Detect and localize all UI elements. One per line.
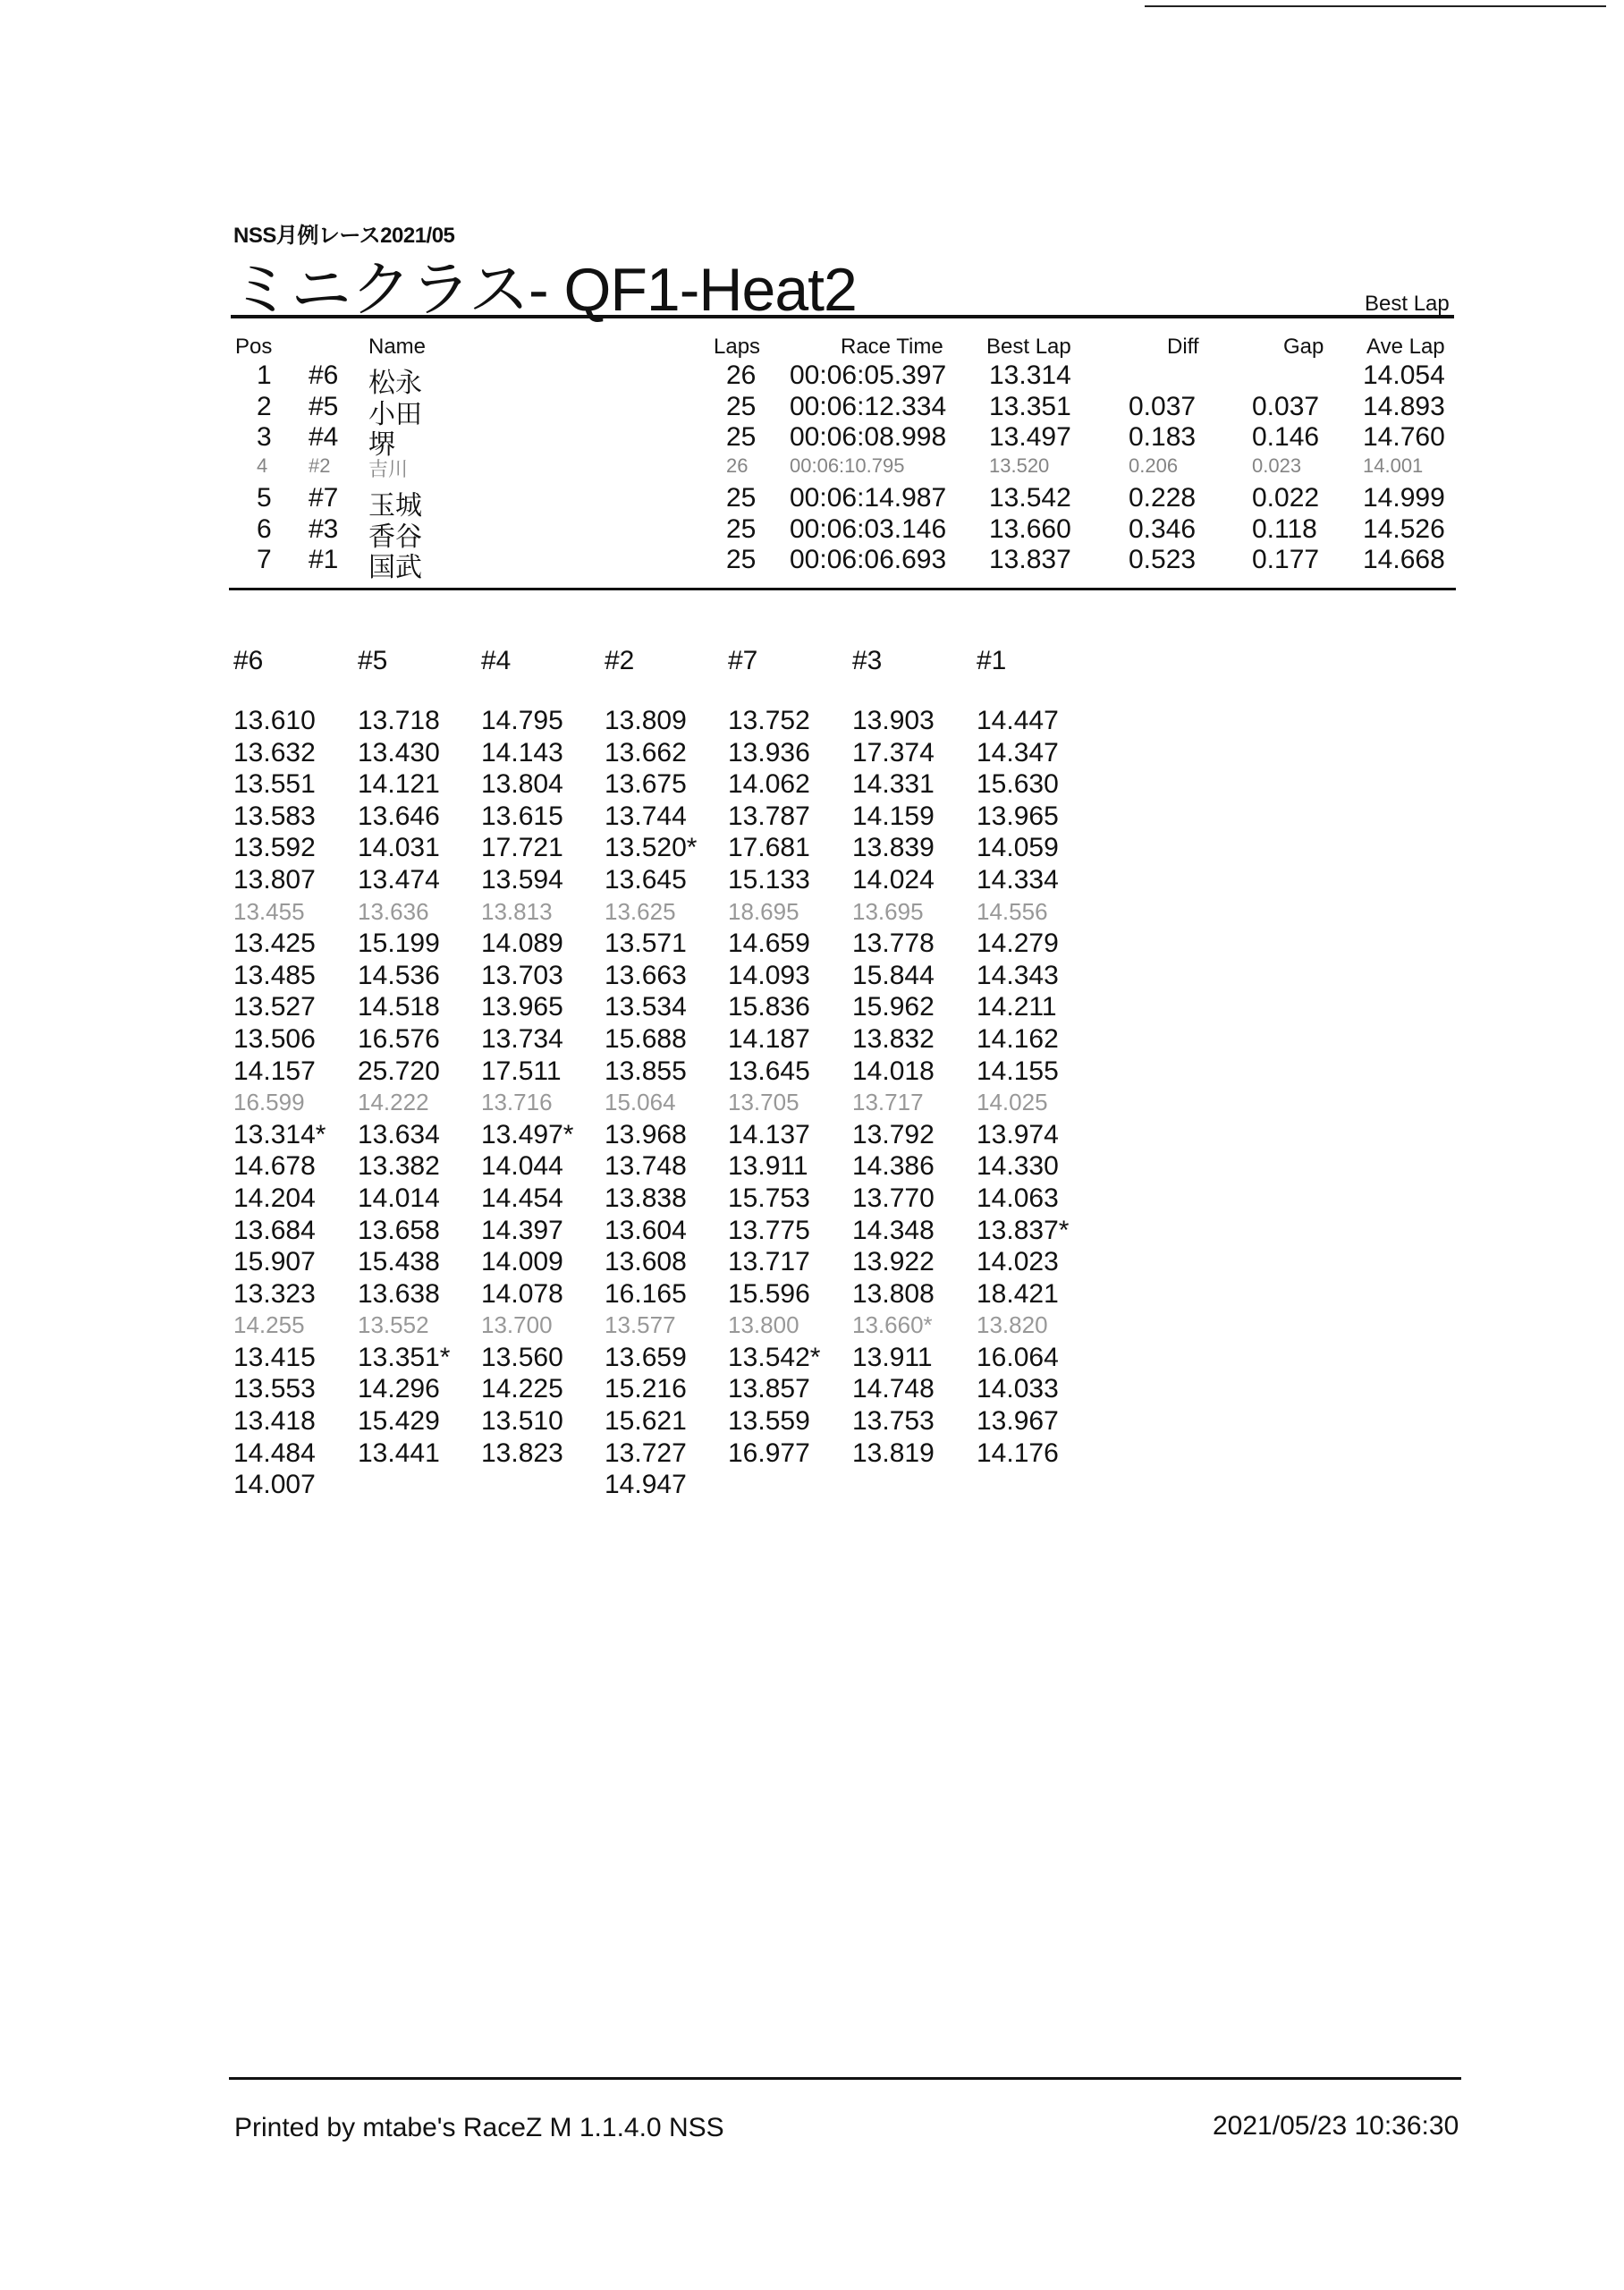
results-cell-race-time: 00:06:06.693 bbox=[790, 545, 947, 574]
lap-time: 14.143 bbox=[481, 737, 563, 768]
lap-time: 13.911 bbox=[728, 1151, 808, 1182]
lap-time: 14.089 bbox=[481, 929, 563, 959]
results-cell-laps: 25 bbox=[726, 483, 757, 513]
lap-time: 14.063 bbox=[977, 1183, 1059, 1213]
lap-time: 16.165 bbox=[605, 1278, 687, 1309]
lap-time: 13.625 bbox=[605, 897, 676, 925]
lap-time: 13.965 bbox=[977, 801, 1059, 831]
lap-time: 13.974 bbox=[977, 1119, 1059, 1149]
results-cell-car: #2 bbox=[309, 454, 331, 477]
lap-time: 14.795 bbox=[481, 706, 563, 735]
col-header-ave-lap: Ave Lap bbox=[1366, 335, 1445, 359]
lap-time: 13.809 bbox=[605, 706, 687, 735]
results-cell-pos: 6 bbox=[257, 514, 272, 544]
lap-time: 13.832 bbox=[852, 1023, 935, 1054]
lap-time: 13.837* bbox=[977, 1215, 1070, 1245]
lap-time: 13.967 bbox=[977, 1406, 1059, 1437]
lap-time: 14.157 bbox=[233, 1056, 316, 1086]
results-cell-race-time: 00:06:10.795 bbox=[790, 454, 905, 477]
lap-time: 13.800 bbox=[728, 1311, 799, 1339]
lap-time: 14.031 bbox=[358, 833, 440, 863]
results-cell-name: 国武 bbox=[368, 553, 422, 582]
lap-time: 16.599 bbox=[233, 1089, 305, 1116]
lap-column bbox=[481, 646, 606, 1469]
lap-time: 17.721 bbox=[481, 833, 563, 863]
lap-time: 14.176 bbox=[977, 1438, 1059, 1468]
lap-time: 15.907 bbox=[233, 1247, 316, 1277]
results-cell-ave-lap: 14.760 bbox=[1363, 422, 1445, 452]
series-title: NSS月例レース2021/05 bbox=[233, 224, 455, 248]
lap-time: 15.133 bbox=[728, 864, 810, 895]
results-cell-laps: 26 bbox=[726, 360, 757, 390]
lap-time: 13.684 bbox=[233, 1215, 316, 1245]
lap-time: 13.717 bbox=[852, 1089, 924, 1116]
results-cell-pos: 4 bbox=[257, 454, 268, 477]
results-cell-gap: 0.177 bbox=[1252, 545, 1320, 574]
lap-time: 13.441 bbox=[358, 1438, 440, 1468]
lap-time: 14.536 bbox=[358, 960, 440, 990]
lap-time: 13.660* bbox=[852, 1311, 933, 1339]
lap-time: 14.347 bbox=[977, 737, 1059, 768]
footer-printed-by: Printed by mtabe's RaceZ M 1.1.4.0 NSS bbox=[234, 2113, 724, 2142]
lap-time: 13.658 bbox=[358, 1215, 440, 1245]
lap-time: 13.615 bbox=[481, 801, 563, 831]
footer-printed-at: 2021/05/23 10:36:30 bbox=[1213, 2111, 1459, 2141]
results-cell-diff: 0.206 bbox=[1129, 454, 1179, 477]
lap-time: 14.947 bbox=[605, 1470, 687, 1500]
results-row bbox=[0, 360, 1624, 398]
lap-time: 13.506 bbox=[233, 1023, 316, 1054]
lap-time: 13.734 bbox=[481, 1023, 563, 1054]
results-cell-diff: 0.346 bbox=[1129, 514, 1197, 544]
lap-time: 13.823 bbox=[481, 1438, 563, 1468]
results-cell-diff: 0.183 bbox=[1129, 422, 1197, 452]
lap-time: 13.604 bbox=[605, 1215, 687, 1245]
lap-time: 15.064 bbox=[605, 1089, 676, 1116]
lap-time: 13.675 bbox=[605, 769, 687, 800]
lap-time: 16.064 bbox=[977, 1342, 1059, 1372]
heat-title: ミニクラス- QF1-Heat2 bbox=[231, 256, 857, 324]
results-cell-gap: 0.023 bbox=[1252, 454, 1302, 477]
lap-time: 13.820 bbox=[977, 1311, 1048, 1339]
lap-time: 13.819 bbox=[852, 1438, 935, 1468]
lap-time: 13.807 bbox=[233, 864, 316, 895]
lap-time: 13.351* bbox=[358, 1342, 451, 1372]
results-cell-car: #6 bbox=[309, 360, 339, 390]
lap-time: 18.421 bbox=[977, 1278, 1059, 1309]
lap-time: 13.662 bbox=[605, 737, 687, 768]
lap-time: 14.211 bbox=[977, 992, 1057, 1022]
results-cell-name: 香谷 bbox=[368, 522, 422, 552]
lap-time: 13.911 bbox=[852, 1342, 933, 1372]
lap-time: 17.681 bbox=[728, 833, 810, 863]
lap-time: 13.700 bbox=[481, 1311, 553, 1339]
lap-time: 13.638 bbox=[358, 1278, 440, 1309]
lap-time: 14.044 bbox=[481, 1151, 563, 1182]
lap-time: 13.727 bbox=[605, 1438, 687, 1468]
results-cell-pos: 2 bbox=[257, 392, 272, 421]
lap-time: 13.645 bbox=[605, 864, 687, 895]
lap-time: 15.596 bbox=[728, 1278, 810, 1309]
results-cell-name: 玉城 bbox=[368, 491, 422, 521]
lap-time: 13.838 bbox=[605, 1183, 687, 1213]
lap-time: 13.770 bbox=[852, 1183, 935, 1213]
title-divider bbox=[231, 315, 1454, 318]
lap-time: 13.965 bbox=[481, 992, 563, 1022]
lap-time: 13.645 bbox=[728, 1056, 810, 1086]
lap-time: 13.592 bbox=[233, 833, 316, 863]
lap-time: 15.836 bbox=[728, 992, 810, 1022]
lap-time: 14.454 bbox=[481, 1183, 563, 1213]
lap-column bbox=[605, 646, 730, 1501]
lap-time: 13.559 bbox=[728, 1406, 810, 1437]
lap-time: 13.527 bbox=[233, 992, 316, 1022]
results-cell-laps: 25 bbox=[726, 545, 757, 574]
lap-time: 15.429 bbox=[358, 1406, 440, 1437]
results-divider bbox=[229, 588, 1456, 590]
lap-time: 15.962 bbox=[852, 992, 935, 1022]
lap-time: 14.222 bbox=[358, 1089, 429, 1116]
lap-time: 18.695 bbox=[728, 897, 799, 925]
results-cell-name: 小田 bbox=[368, 400, 422, 429]
lap-time: 14.279 bbox=[977, 929, 1059, 959]
lap-time: 13.695 bbox=[852, 897, 924, 925]
lap-column-subheader bbox=[852, 678, 977, 705]
lap-time: 14.018 bbox=[852, 1056, 935, 1086]
lap-time: 13.571 bbox=[605, 929, 687, 959]
lap-time: 14.330 bbox=[977, 1151, 1059, 1182]
best-lap-header-label: Best Lap bbox=[1365, 292, 1450, 316]
lap-time: 15.216 bbox=[605, 1374, 687, 1404]
lap-time: 13.418 bbox=[233, 1406, 316, 1437]
lap-time: 13.583 bbox=[233, 801, 316, 831]
lap-time: 14.024 bbox=[852, 864, 935, 895]
results-cell-name: 堺 bbox=[368, 430, 395, 460]
results-cell-best-lap: 13.314 bbox=[989, 360, 1071, 390]
lap-column-subheader bbox=[233, 678, 359, 705]
lap-time: 14.334 bbox=[977, 864, 1059, 895]
lap-column-header: #6 bbox=[233, 646, 264, 675]
col-header-laps: Laps bbox=[714, 335, 761, 359]
results-cell-car: #3 bbox=[309, 514, 339, 544]
lap-time: 13.632 bbox=[233, 737, 316, 768]
lap-time: 13.968 bbox=[605, 1119, 687, 1149]
lap-time: 14.023 bbox=[977, 1247, 1059, 1277]
results-cell-gap: 0.118 bbox=[1252, 514, 1317, 544]
lap-time: 13.936 bbox=[728, 737, 810, 768]
lap-time: 14.556 bbox=[977, 897, 1048, 925]
lap-time: 14.121 bbox=[358, 769, 440, 800]
lap-time: 13.455 bbox=[233, 897, 305, 925]
results-cell-ave-lap: 14.893 bbox=[1363, 392, 1445, 421]
lap-time: 13.485 bbox=[233, 960, 316, 990]
lap-time: 14.225 bbox=[481, 1374, 563, 1404]
lap-time: 13.636 bbox=[358, 897, 429, 925]
lap-time: 14.187 bbox=[728, 1023, 810, 1054]
lap-column bbox=[977, 646, 1102, 1469]
results-cell-ave-lap: 14.668 bbox=[1363, 545, 1445, 574]
lap-time: 17.511 bbox=[481, 1056, 562, 1086]
results-cell-best-lap: 13.520 bbox=[989, 454, 1050, 477]
results-cell-pos: 3 bbox=[257, 422, 272, 452]
lap-time: 13.808 bbox=[852, 1278, 935, 1309]
lap-time: 14.137 bbox=[728, 1119, 810, 1149]
lap-time: 15.753 bbox=[728, 1183, 810, 1213]
lap-time: 13.718 bbox=[358, 706, 440, 735]
lap-time: 16.977 bbox=[728, 1438, 810, 1468]
lap-column-subheader bbox=[358, 678, 483, 705]
lap-column-header: #5 bbox=[358, 646, 388, 675]
results-cell-ave-lap: 14.001 bbox=[1363, 454, 1424, 477]
results-cell-name: 松永 bbox=[368, 369, 422, 398]
lap-time: 13.552 bbox=[358, 1311, 429, 1339]
lap-time: 14.678 bbox=[233, 1151, 316, 1182]
lap-column-header: #4 bbox=[481, 646, 512, 675]
lap-time: 13.474 bbox=[358, 864, 440, 895]
lap-time: 14.204 bbox=[233, 1183, 316, 1213]
lap-time: 13.705 bbox=[728, 1089, 799, 1116]
lap-time: 13.804 bbox=[481, 769, 563, 800]
lap-time: 14.748 bbox=[852, 1374, 935, 1404]
lap-time: 14.162 bbox=[977, 1023, 1059, 1054]
lap-time: 13.813 bbox=[481, 897, 553, 925]
results-row bbox=[0, 483, 1624, 521]
lap-time: 13.646 bbox=[358, 801, 440, 831]
results-cell-gap: 0.037 bbox=[1252, 392, 1320, 421]
lap-time: 13.716 bbox=[481, 1089, 553, 1116]
results-cell-best-lap: 13.660 bbox=[989, 514, 1071, 544]
results-cell-laps: 25 bbox=[726, 514, 757, 544]
lap-time: 14.484 bbox=[233, 1438, 316, 1468]
lap-time: 15.438 bbox=[358, 1247, 440, 1277]
lap-column bbox=[852, 646, 977, 1469]
lap-time: 13.903 bbox=[852, 706, 935, 735]
lap-time: 13.551 bbox=[233, 769, 316, 800]
results-row bbox=[0, 545, 1624, 582]
results-row bbox=[0, 514, 1624, 552]
lap-time: 13.610 bbox=[233, 706, 316, 735]
col-header-gap: Gap bbox=[1283, 335, 1324, 359]
lap-time: 13.663 bbox=[605, 960, 687, 990]
col-header-pos: Pos bbox=[235, 335, 273, 359]
lap-column-subheader bbox=[728, 678, 853, 705]
lap-time: 13.775 bbox=[728, 1215, 810, 1245]
lap-time: 15.844 bbox=[852, 960, 935, 990]
results-cell-best-lap: 13.497 bbox=[989, 422, 1071, 452]
lap-time: 13.534 bbox=[605, 992, 687, 1022]
lap-column bbox=[358, 646, 483, 1469]
lap-time: 14.014 bbox=[358, 1183, 440, 1213]
lap-time: 14.078 bbox=[481, 1278, 563, 1309]
col-header-name: Name bbox=[368, 335, 427, 359]
lap-time: 13.553 bbox=[233, 1374, 316, 1404]
lap-time: 13.577 bbox=[605, 1311, 676, 1339]
results-cell-diff: 0.523 bbox=[1129, 545, 1197, 574]
results-cell-laps: 26 bbox=[726, 454, 749, 477]
lap-time: 13.430 bbox=[358, 737, 440, 768]
results-cell-pos: 7 bbox=[257, 545, 272, 574]
results-cell-ave-lap: 14.526 bbox=[1363, 514, 1445, 544]
results-cell-ave-lap: 14.054 bbox=[1363, 360, 1445, 390]
results-cell-pos: 1 bbox=[257, 360, 272, 390]
lap-time: 14.159 bbox=[852, 801, 935, 831]
lap-time: 13.510 bbox=[481, 1406, 563, 1437]
results-cell-laps: 25 bbox=[726, 392, 757, 421]
lap-time: 15.630 bbox=[977, 769, 1059, 800]
lap-time: 15.688 bbox=[605, 1023, 687, 1054]
lap-time: 14.343 bbox=[977, 960, 1059, 990]
results-cell-diff: 0.037 bbox=[1129, 392, 1197, 421]
lap-time: 14.007 bbox=[233, 1470, 316, 1500]
lap-time: 13.717 bbox=[728, 1247, 810, 1277]
results-cell-laps: 25 bbox=[726, 422, 757, 452]
lap-time: 14.093 bbox=[728, 960, 810, 990]
lap-time: 14.659 bbox=[728, 929, 810, 959]
lap-time: 14.062 bbox=[728, 769, 810, 800]
lap-time: 13.752 bbox=[728, 706, 810, 735]
lap-time: 14.255 bbox=[233, 1311, 305, 1339]
lap-time: 25.720 bbox=[358, 1056, 440, 1086]
lap-time: 13.792 bbox=[852, 1119, 935, 1149]
lap-time: 13.382 bbox=[358, 1151, 440, 1182]
lap-time: 13.748 bbox=[605, 1151, 687, 1182]
lap-time: 14.447 bbox=[977, 706, 1059, 735]
lap-time: 14.518 bbox=[358, 992, 440, 1022]
lap-time: 14.033 bbox=[977, 1374, 1059, 1404]
lap-time: 13.323 bbox=[233, 1278, 316, 1309]
lap-time: 13.497* bbox=[481, 1119, 574, 1149]
results-cell-best-lap: 13.542 bbox=[989, 483, 1071, 513]
results-row bbox=[0, 422, 1624, 460]
lap-time: 13.594 bbox=[481, 864, 563, 895]
results-cell-best-lap: 13.837 bbox=[989, 545, 1071, 574]
results-cell-car: #7 bbox=[309, 483, 339, 513]
lap-column-header: #1 bbox=[977, 646, 1007, 675]
col-header-race-time: Race Time bbox=[841, 335, 943, 359]
lap-column-subheader bbox=[481, 678, 606, 705]
lap-time: 13.634 bbox=[358, 1119, 440, 1149]
lap-time: 14.155 bbox=[977, 1056, 1059, 1086]
lap-time: 13.839 bbox=[852, 833, 935, 863]
lap-time: 13.415 bbox=[233, 1342, 316, 1372]
lap-time: 13.608 bbox=[605, 1247, 687, 1277]
lap-time: 13.560 bbox=[481, 1342, 563, 1372]
lap-time: 14.059 bbox=[977, 833, 1059, 863]
top-edge-rule bbox=[1145, 5, 1606, 7]
lap-time: 14.386 bbox=[852, 1151, 935, 1182]
lap-time: 14.009 bbox=[481, 1247, 563, 1277]
lap-time: 13.778 bbox=[852, 929, 935, 959]
lap-column-subheader bbox=[977, 678, 1102, 705]
results-cell-name: 吉川 bbox=[368, 458, 409, 480]
results-cell-gap: 0.146 bbox=[1252, 422, 1320, 452]
lap-time: 13.857 bbox=[728, 1374, 810, 1404]
lap-time: 13.855 bbox=[605, 1056, 687, 1086]
results-cell-pos: 5 bbox=[257, 483, 272, 513]
lap-column bbox=[728, 646, 853, 1469]
lap-column-header: #2 bbox=[605, 646, 635, 675]
lap-time: 14.397 bbox=[481, 1215, 563, 1245]
lap-time: 13.753 bbox=[852, 1406, 935, 1437]
lap-column bbox=[233, 646, 359, 1501]
results-cell-race-time: 00:06:14.987 bbox=[790, 483, 947, 513]
lap-time: 13.314* bbox=[233, 1119, 326, 1149]
footer-divider bbox=[229, 2077, 1461, 2080]
lap-time: 13.787 bbox=[728, 801, 810, 831]
col-header-best-lap: Best Lap bbox=[986, 335, 1071, 359]
lap-time: 14.025 bbox=[977, 1089, 1048, 1116]
results-row bbox=[0, 392, 1624, 429]
results-cell-car: #5 bbox=[309, 392, 339, 421]
lap-time: 13.703 bbox=[481, 960, 563, 990]
results-cell-gap: 0.022 bbox=[1252, 483, 1320, 513]
lap-time: 15.621 bbox=[605, 1406, 687, 1437]
lap-time: 15.199 bbox=[358, 929, 440, 959]
results-cell-race-time: 00:06:03.146 bbox=[790, 514, 947, 544]
lap-time: 17.374 bbox=[852, 737, 935, 768]
lap-time: 13.520* bbox=[605, 833, 698, 863]
lap-time: 13.659 bbox=[605, 1342, 687, 1372]
lap-time: 14.348 bbox=[852, 1215, 935, 1245]
results-cell-race-time: 00:06:05.397 bbox=[790, 360, 947, 390]
lap-time: 13.744 bbox=[605, 801, 687, 831]
results-cell-race-time: 00:06:12.334 bbox=[790, 392, 947, 421]
lap-column-header: #7 bbox=[728, 646, 758, 675]
lap-time: 14.331 bbox=[852, 769, 935, 800]
results-row bbox=[0, 454, 1624, 486]
results-cell-best-lap: 13.351 bbox=[989, 392, 1071, 421]
lap-time: 14.296 bbox=[358, 1374, 440, 1404]
results-cell-ave-lap: 14.999 bbox=[1363, 483, 1445, 513]
results-cell-diff: 0.228 bbox=[1129, 483, 1197, 513]
lap-column-header: #3 bbox=[852, 646, 883, 675]
results-cell-race-time: 00:06:08.998 bbox=[790, 422, 947, 452]
lap-time: 13.922 bbox=[852, 1247, 935, 1277]
results-cell-car: #4 bbox=[309, 422, 339, 452]
lap-time: 13.542* bbox=[728, 1342, 821, 1372]
results-cell-car: #1 bbox=[309, 545, 339, 574]
lap-column-subheader bbox=[605, 678, 730, 705]
lap-time: 16.576 bbox=[358, 1023, 440, 1054]
col-header-diff: Diff bbox=[1167, 335, 1199, 359]
lap-time: 13.425 bbox=[233, 929, 316, 959]
